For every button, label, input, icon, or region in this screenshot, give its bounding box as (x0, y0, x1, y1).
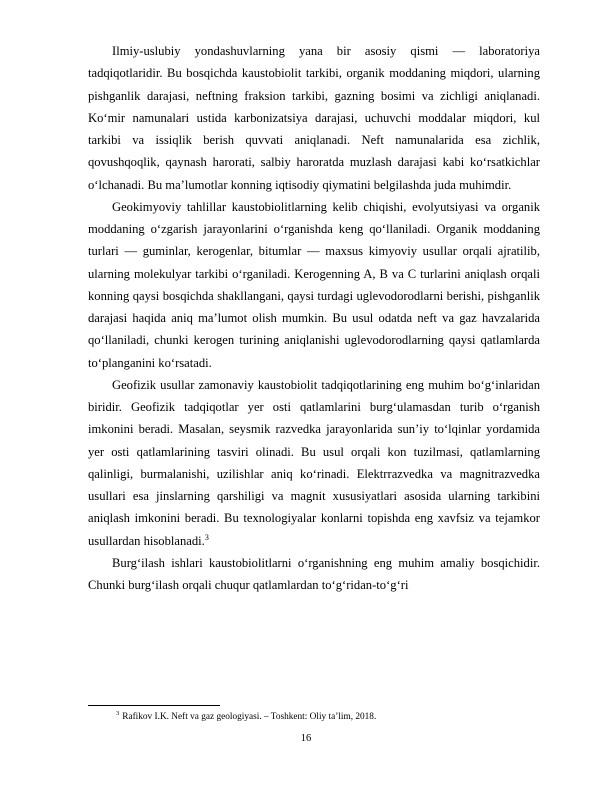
page-body (88, 40, 540, 596)
paragraph-geochemistry (88, 196, 540, 374)
paragraph-geophysics (88, 374, 540, 552)
footnote-reference: 3 (204, 532, 209, 542)
footnote-text: Rafikov I.K. Neft va gaz geologiyasi. – Toshkent: Oliy ta’lim, 2018. (122, 712, 377, 723)
footnote-number: 3 (116, 710, 120, 717)
paragraph-laboratory (88, 40, 540, 196)
paragraph-drilling (88, 552, 540, 597)
page-number: 16 (300, 733, 312, 744)
paragraph-text: Ilmiy-uslubiy yondashuvlarning yana bir asosiy qismi — laboratoriya tadqiqotlaridir. Bu bosqichda kaustobiolit tarkibi, organik moddaning miqdori, ularning pishganlik darajasi, neftning fraksion tarkibi, gazning bosimi va zichligi aniqlanadi. Ko‘mir namunalari ustida karbonizatsiya darajasi, uchuvchi moddalar miqdori, kul tarkibi va issiqlik berish quvvati aniqlanadi. Neft namunalarida esa zichlik, qovushqoqlik, qaynash harorati, salbiy haroratda muzlash darajasi kabi ko‘rsatkichlar o‘lchanadi. Bu ma’lumotlar konning iqtisodiy qiymatini belgilashda juda muhimdir. (88, 44, 540, 192)
paragraph-text: Geofizik usullar zamonaviy kaustobiolit tadqiqotlarining eng muhim bo‘g‘inlaridan biridir. Geofizik tadqiqotlar yer osti qatlamlarini burg‘ulamasdan turib o‘rganish imkonini beradi. Masalan, seysmik razvedka jarayonlarida sun’iy to‘lqinlar yordamida yer osti qatlamlarining tasviri olinadi. Bu usul orqali kon tuzilmasi, qatlamlarning qalinligi, burmalanishi, uzilishlar aniq ko‘rinadi. Elektrrazvedka va magnitrazvedka usullari esa jinslarning qarshiligi va magnit xususiyatlari asosida ularning tarkibini aniqlash imkonini beradi. Bu texnologiyalar konlarni topishda eng xavfsiz va tejamkor usullardan hisoblanadi. (88, 377, 540, 548)
footnote-separator (88, 705, 220, 706)
paragraph-text: Burg‘ilash ishlari kaustobiolitlarni o‘rganishning eng muhim amaliy bosqichidir. Chunki burg‘ilash orqali chuqur qatlamlardan to‘g‘ridan-to‘g‘ri (88, 555, 540, 592)
paragraph-text: Geokimyoviy tahlillar kaustobiolitlarning kelib chiqishi, evolyutsiyasi va organik moddaning o‘zgarish jarayonlarini o‘rganishda keng qo‘llaniladi. Organik moddaning turlari — guminlar, kerogenlar, bitumlar — maxsus kimyoviy usullar orqali ajratilib, ularning molekulyar tarkibi o‘rganiladi. Kerogenning A, B va C turlarini aniqlash orqali konning qaysi bosqichda shakllangani, qaysi turdagi uglevodorodlarni berishi, pishganlik darajasi haqida aniq ma’lumot olish mumkin. Bu usul odatda neft va gaz havzalarida qo‘llaniladi, chunki kerogen turining aniqlanishi uglevodorodlarning qaysi qatlamlarda to‘planganini ko‘rsatadi. (88, 199, 540, 370)
footnote (116, 708, 376, 723)
